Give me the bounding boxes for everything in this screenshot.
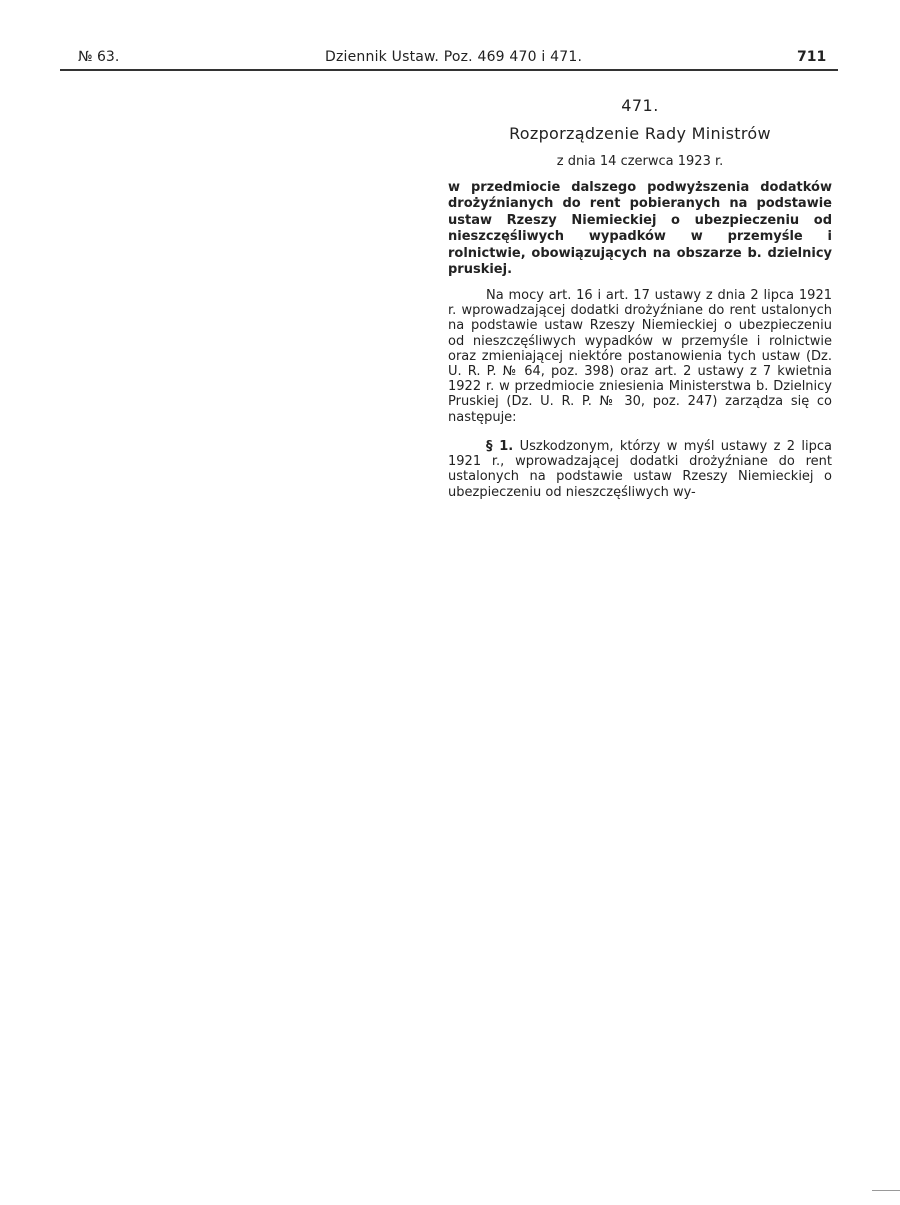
section-1-mark: § 1. xyxy=(486,439,514,454)
header-rule xyxy=(60,69,838,71)
scan-edge-mark xyxy=(872,1190,900,1191)
section-1-paragraph xyxy=(448,439,832,500)
section-1-text: Uszkodzonym, którzy w myśl ustawy z 2 lipca 1921 r., wprowadzającej dodatki drożyźniane do rent ustalonych na podstawie ustaw Rzeszy Niemieckiej o ubezpieczeniu od nieszczęśliwych wy- xyxy=(448,439,832,500)
document-number: 471. xyxy=(621,96,659,115)
document-title: Rozporządzenie Rady Ministrów xyxy=(509,124,771,143)
document-subject: w przedmiocie dalszego podwyższenia dodatków drożyźnianych do rent pobieranych na podstawie ustaw Rzeszy Niemieckiej o ubezpieczeniu od nieszczęśliwych wypadków w przemyśle i rolnictwie, obowiązujących na obszarze b. dzielnicy pruskiej. xyxy=(448,180,832,278)
journal-title: Dziennik Ustaw. Poz. 469 470 i 471. xyxy=(325,49,583,65)
issue-number: № 63. xyxy=(78,49,120,65)
preamble-paragraph: Na mocy art. 16 i art. 17 ustawy z dnia 2 lipca 1921 r. wprowadzającej dodatki drożyźniane do rent ustalonych na podstawie ustaw Rzeszy Niemieckiej o ubezpieczeniu od nieszczęśliwych wypadków w przemyśle i rolnictwie oraz zmieniającej niektóre postanowienia tych ustaw (Dz. U. R. P. № 64, poz. 398) oraz art. 2 ustawy z 7 kwietnia 1922 r. w przedmiocie zniesienia Ministerstwa b. Dzielnicy Pruskiej (Dz. U. R. P. № 30, poz. 247) zarządza się co następuje: xyxy=(448,288,832,425)
page-number: 711 xyxy=(797,49,827,65)
document-date: z dnia 14 czerwca 1923 r. xyxy=(556,154,724,169)
